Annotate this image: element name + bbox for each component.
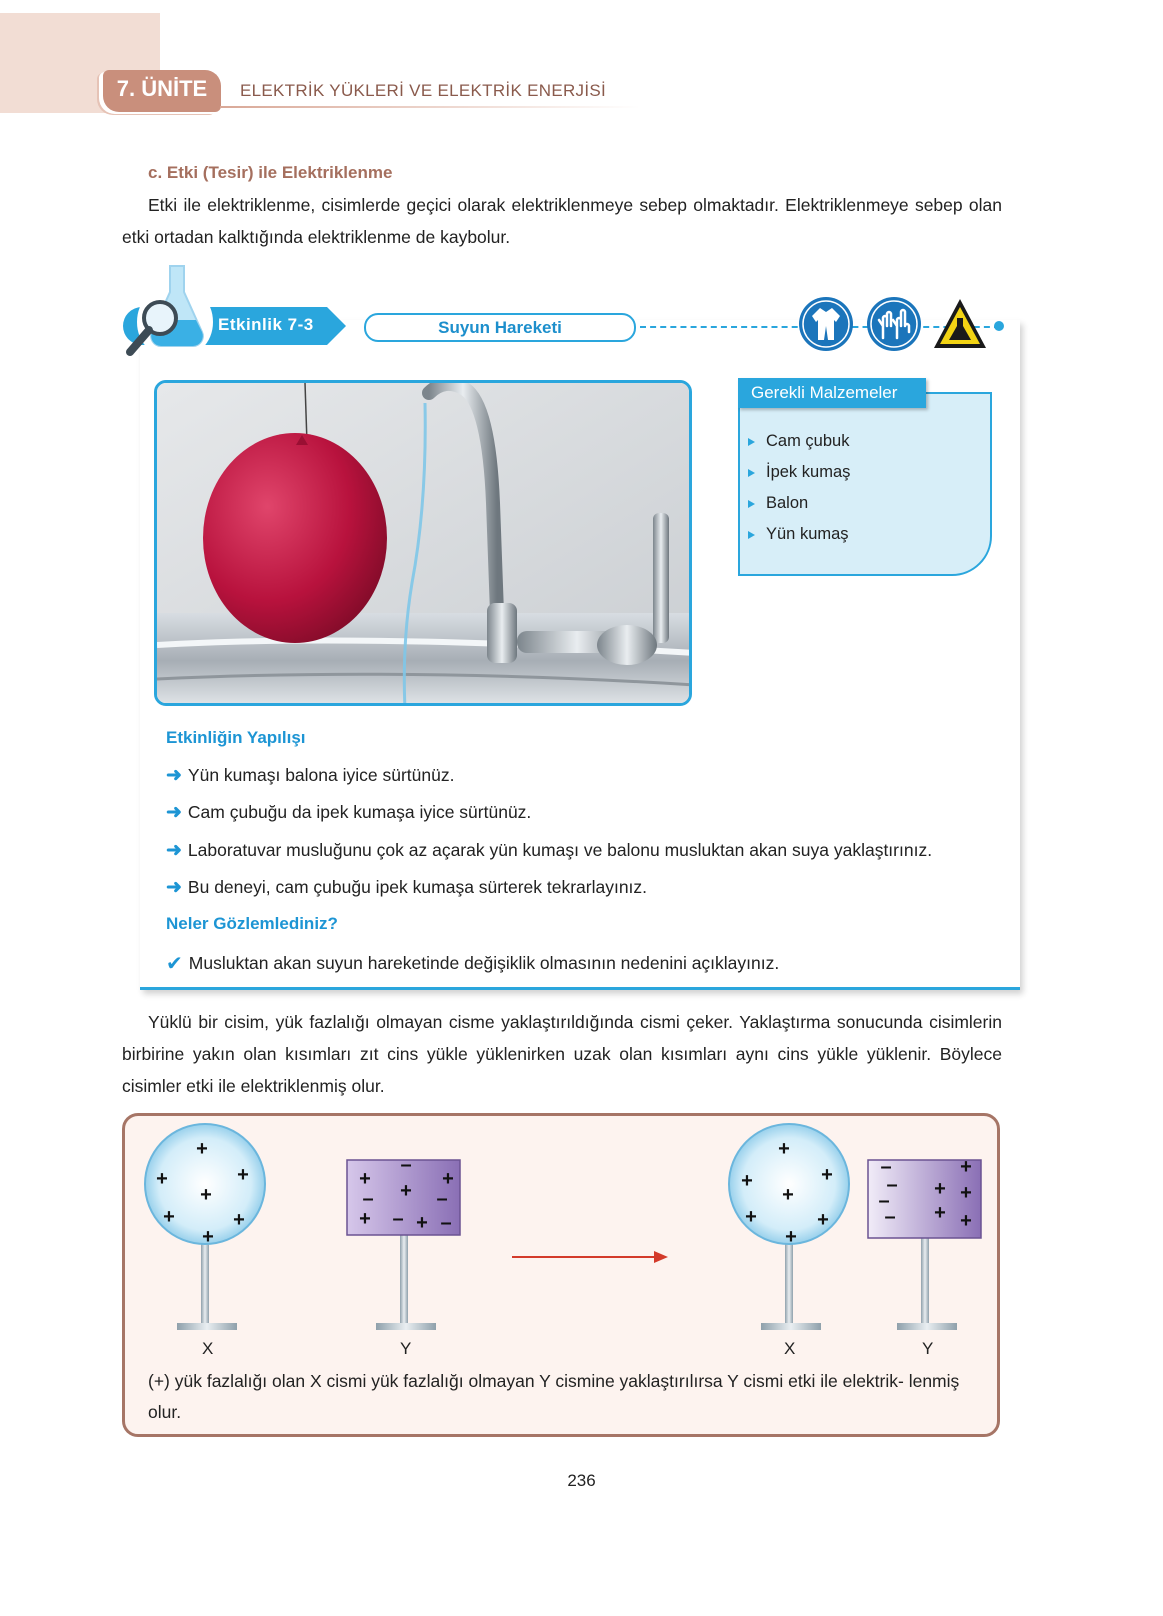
arrow-right-icon: ➜ [166,840,182,861]
plus-charge: + [237,1164,249,1186]
list-item: İpek kumaş [748,457,850,488]
triangle-bullet-icon [748,531,755,539]
header-divider [220,106,640,108]
induction-diagram [122,1113,1000,1363]
plus-charge: + [400,1180,412,1202]
label-y-before: Y [400,1339,412,1358]
plus-charge: + [785,1226,797,1248]
plus-charge: + [934,1202,946,1224]
diagram-caption: (+) yük fazlalığı olan X cismi yük fazlalığı olmayan Y cismine yaklaştırılırsa Y cismi etki ile elektrik- lenmiş olur. [148,1371,960,1422]
plus-charge: + [821,1164,833,1186]
observation-heading: Neler Gözlemlediniz? [166,914,338,933]
plus-charge: + [196,1138,208,1160]
minus-charge: – [884,1206,896,1228]
step-item: ➜ Bu deneyi, cam çubuğu ipek kumaşa sürterek tekrarlayınız. [166,877,648,898]
plus-charge: + [817,1209,829,1231]
triangle-bullet-icon [748,438,755,446]
plus-charge: + [233,1209,245,1231]
plus-charge: + [934,1178,946,1200]
minus-charge: – [440,1212,452,1234]
plus-charge: + [359,1168,371,1190]
plus-charge: + [416,1212,428,1234]
step-item: ➜ Yün kumaşı balona iyice sürtünüz. [166,765,455,786]
activity-photo [154,380,692,706]
minus-charge: – [400,1154,412,1176]
procedure-heading: Etkinliğin Yapılışı [166,728,306,747]
list-item: Balon [748,488,850,519]
label-x-before: X [202,1339,214,1358]
intro-paragraph: Etki ile elektriklenme, cisimlerde geçici olarak elektriklenmeye sebep olmaktadır. Elektriklenmeye sebep olan etki ortadan kalktığında elektriklenme de kaybolur. [122,195,1002,247]
scene-after [729,1124,981,1330]
materials-list [748,426,850,550]
lab-coat-icon [798,296,854,352]
minus-charge: – [880,1156,892,1178]
minus-charge: – [362,1188,374,1210]
step-item: ➜ Laboratuvar musluğunu çok az açarak yün kumaşı ve balonu musluktan akan suya yaklaştırınız. [166,840,933,861]
direction-arrow [512,1251,668,1263]
activity-label: Etkinlik 7-3 [218,315,314,334]
arrow-right-icon: ➜ [166,765,182,786]
plus-charge: + [778,1138,790,1160]
minus-charge: – [886,1174,898,1196]
list-item: Cam çubuk [748,426,850,457]
balloon-faucet-illustration [157,383,692,706]
plus-charge: + [960,1182,972,1204]
triangle-bullet-icon [748,500,755,508]
plus-charge: + [156,1168,168,1190]
plus-charge: + [960,1210,972,1232]
minus-charge: – [392,1208,404,1230]
question-item: ✔ Musluktan akan suyun hareketinde değişiklik olmasının nedenini açıklayınız. [166,953,780,975]
arrow-right-icon: ➜ [166,802,182,823]
explanation-paragraph: Yüklü bir cisim, yük fazlalığı olmayan cisme yaklaştırıldığında cismi çeker. Yaklaştırma sonucunda cisimlerin birbirine yakın olan kısımları zıt cins yükle yüklenirken uzak olan kısımları aynı cins yükle yüklenir. Böylece cisimler etki ile elektriklenmiş olur. [122,1012,1002,1096]
flask-magnifier-icon [120,262,220,362]
plus-charge: + [741,1170,753,1192]
plus-charge: + [202,1226,214,1248]
page-number: 236 [567,1471,596,1490]
gloves-icon [866,296,922,352]
plus-charge: + [960,1156,972,1178]
scene-before [145,1124,460,1330]
list-item: Yün kumaş [748,519,850,550]
arrow-right-icon: ➜ [166,877,182,898]
label-y-after: Y [922,1339,934,1358]
unit-title: ELEKTRİK YÜKLERİ VE ELEKTRİK ENERJİSİ [240,81,607,100]
unit-badge: 7. ÜNİTE [103,70,221,112]
chemical-warning-icon [932,296,988,352]
step-item: ➜ Cam çubuğu da ipek kumaşa iyice sürtünüz. [166,802,532,823]
triangle-bullet-icon [748,469,755,477]
plus-charge: + [359,1208,371,1230]
section-heading: c. Etki (Tesir) ile Elektriklenme [148,163,393,182]
materials-title: Gerekli Malzemeler [738,378,926,408]
plus-charge: + [163,1206,175,1228]
plus-charge: + [782,1184,794,1206]
plus-charge: + [442,1168,454,1190]
checkmark-icon: ✔ [166,953,183,975]
minus-charge: – [878,1190,890,1212]
activity-line-dot [994,321,1004,331]
label-x-after: X [784,1339,796,1358]
minus-charge: – [436,1188,448,1210]
activity-title: Suyun Hareketi [364,313,636,342]
plus-charge: + [200,1184,212,1206]
plus-charge: + [745,1206,757,1228]
